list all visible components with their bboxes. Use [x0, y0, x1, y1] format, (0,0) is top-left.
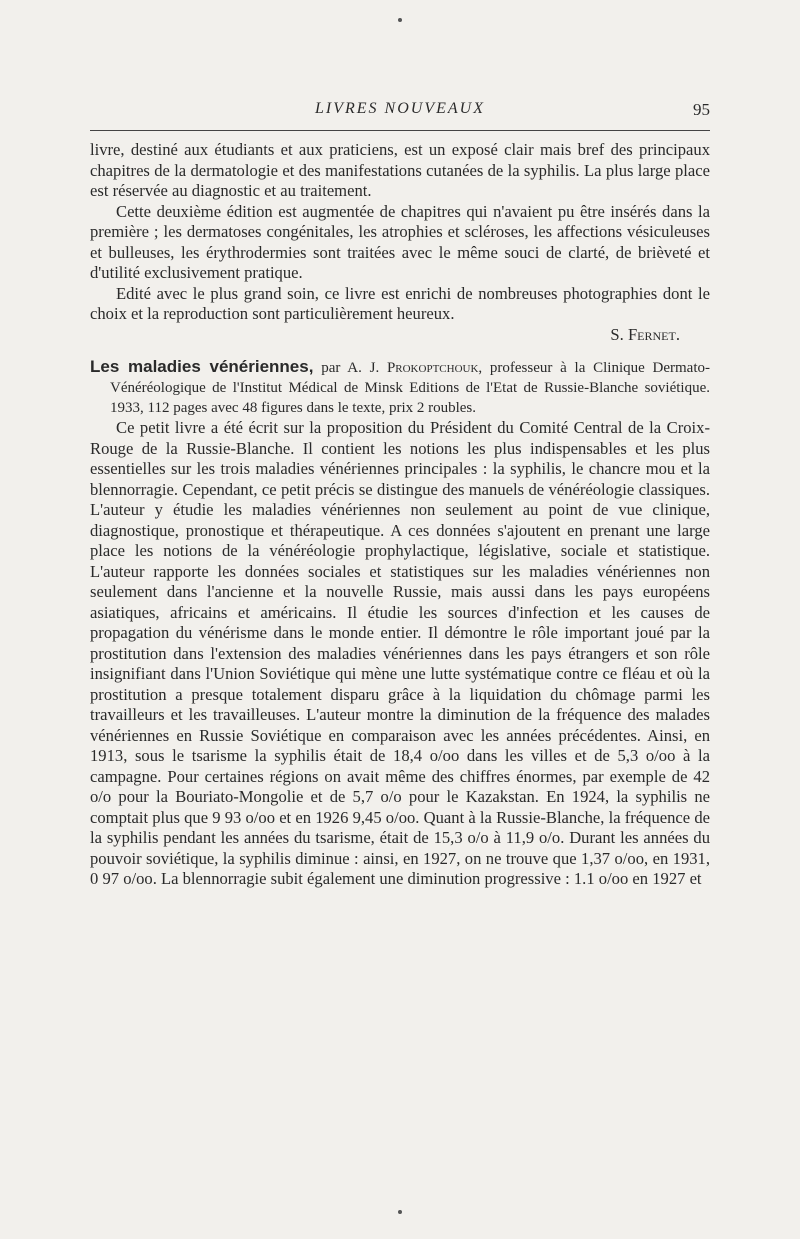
- book-entry: [90, 357, 710, 890]
- page-number: 95: [693, 100, 710, 119]
- entry-heading: [90, 357, 710, 418]
- reviewer-signature: S. Fernet.: [610, 324, 680, 344]
- running-title: LIVRES NOUVEAUX: [315, 100, 485, 117]
- ink-dot-top: [398, 18, 402, 22]
- review-paragraph-3-text: Edité avec le plus grand soin, ce livre est enrichi de nombreuses photographies dont le choix et la reproduction sont particulièrement heureux.: [90, 283, 710, 323]
- review-paragraph-3: [90, 284, 710, 346]
- ink-dot-bottom: [398, 1210, 402, 1214]
- entry-details: , professeur à la Clinique Dermato-Vénéréologique de l'Institut Médical de Minsk Editions de l'Etat de Russie-Blanche soviétique. 1933, 112 pages avec 48 figures dans le texte, prix 2 roubles.: [110, 360, 710, 416]
- entry-author: Prokoptchouk: [386, 360, 479, 376]
- entry-by: par A. J.: [313, 360, 387, 376]
- review-paragraph-2: Cette deuxième édition est augmentée de chapitres qui n'avaient pu être insérés dans la première ; les dermatoses congénitales, les atrophies et scléroses, les affections vésiculeuses et bulleuses, les érythrodermies sont traitées avec le même souci de clarté, de brièveté et d'utilité exclusivement pratique.: [90, 201, 710, 282]
- header-rule: [90, 130, 710, 131]
- signature-line: [90, 325, 710, 346]
- page-body: [90, 140, 710, 890]
- review-paragraph-1: livre, destiné aux étudiants et aux praticiens, est un exposé clair mais bref des principaux chapitres de la dermatologie et des manifestations cutanées de la syphilis. La plus large place est réservée au diagnostic et au traitement.: [90, 140, 710, 200]
- entry-title: Les maladies vénériennes,: [90, 357, 314, 376]
- entry-review-body: Ce petit livre a été écrit sur la proposition du Président du Comité Central de la Croix-Rouge de la Russie-Blanche. Il contient les notions les plus indispensables et les plus essentielles sur les trois maladies vénériennes principales : la syphilis, le chancre mou et la blennorragie. Cependant, ce petit précis se distingue des manuels de vénéréologie classiques. L'auteur y étudie les maladies vénériennes non seulement au point de vue clinique, diagnostique, pronostique et thérapeutique. A ces données s'ajoutent en prenant une large place les notions de la vénéréologie prophylactique, législative, sociale et statistique. L'auteur rapporte les données sociales et statistiques sur les maladies vénériennes non seulement dans l'ancienne et la nouvelle Russie, mais aussi dans les pays européens asiatiques, africains et américains. Il étudie les sources d'infection et les causes de propagation du vénérisme dans le monde entier. Il démontre le rôle important joué par la prostitution dans l'extension des maladies vénériennes dans les pays étrangers et son rôle insignifiant dans l'Union Soviétique qui mène une lutte systématique contre ce fléau et où la prostitution a presque totalement disparu grâce à la liquidation du chômage parmi les travailleurs et les travailleuses. L'auteur montre la diminution de la fréquence des malades vénériennes en Russie Soviétique en comparaison avec les années précédentes. Ainsi, en 1913, sous le tsarisme la syphilis était de 18,4 o/oo dans les villes et de 5,3 o/oo à la campagne. Pour certaines régions on avait même des chiffres énormes, par exemple de 42 o/o pour la Bouriato-Mongolie et de 5,7 o/o pour le Kazakstan. En 1924, la syphilis ne comptait plus que 9 93 o/oo et en 1926 9,45 o/oo. Quant à la Russie-Blanche, la fréquence de la syphilis pendant les années du tsarisme, était de 15,3 o/o à 11,9 o/o. Durant les années du pouvoir soviétique, la syphilis diminue : ainsi, en 1927, on ne trouve que 1,37 o/oo, en 1931, 0 97 o/oo. La blennorragie subit également une diminution progressive : 1.1 o/oo en 1927 et: [90, 418, 710, 888]
- page-header: [90, 100, 710, 126]
